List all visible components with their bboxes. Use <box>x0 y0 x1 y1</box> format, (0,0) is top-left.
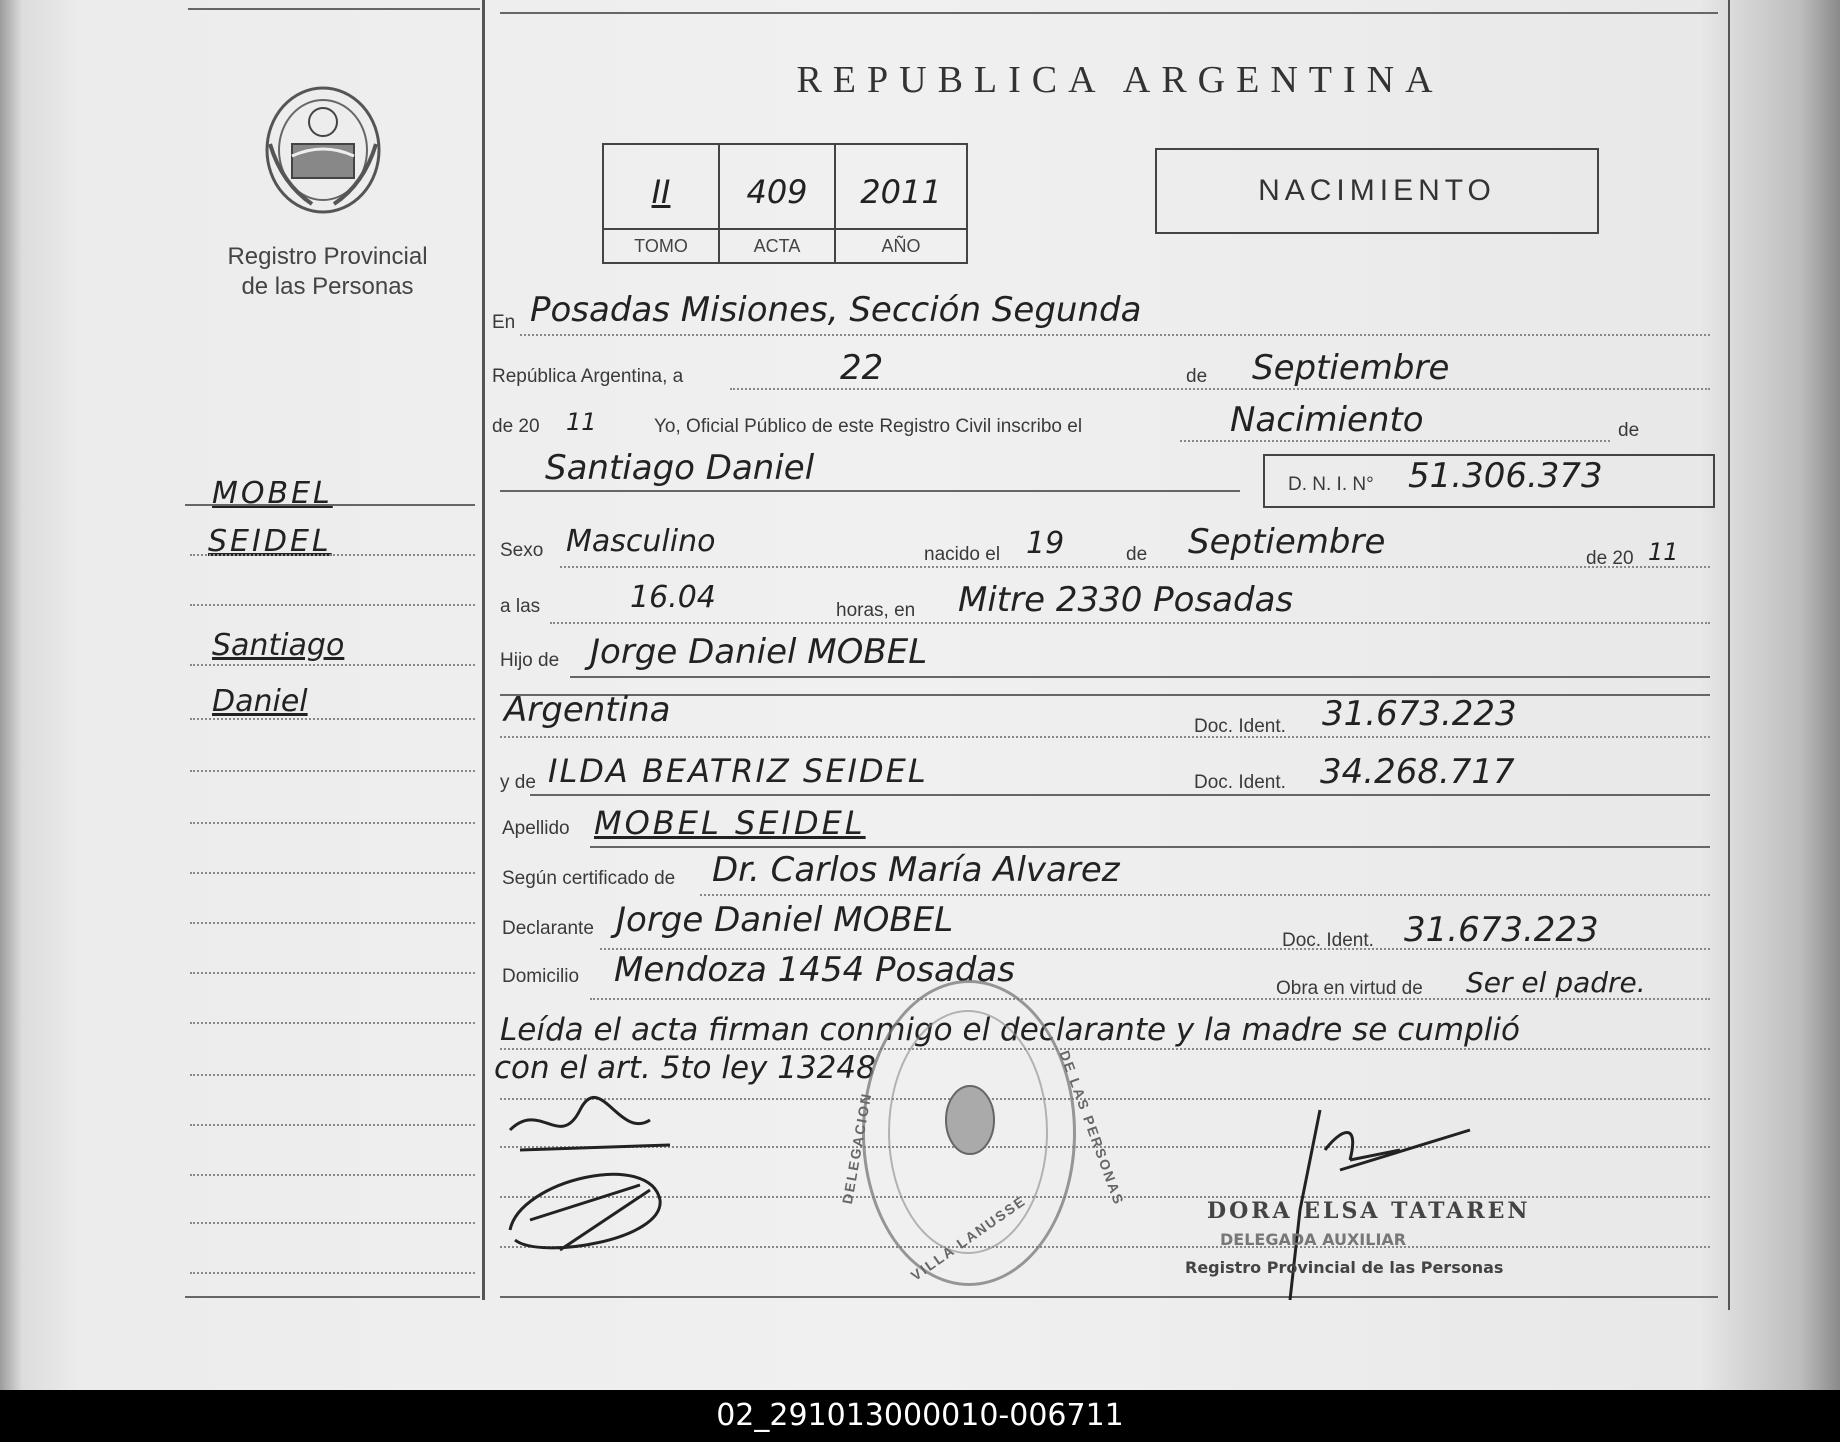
label-declarante: Declarante <box>502 918 594 939</box>
acta-cell <box>720 145 836 228</box>
registry-line-2: de las Personas <box>241 273 414 300</box>
label-doc-ident-3: Doc. Ident. <box>1282 930 1374 951</box>
acta-label: ACTA <box>720 228 836 262</box>
margin-line <box>190 664 475 666</box>
value-year-suffix: 11 <box>566 408 597 436</box>
value-note-line-2: con el art. 5to ley 13248 <box>494 1050 876 1086</box>
seal-text-right: DE LAS PERSONAS <box>1056 1048 1128 1208</box>
form-bottom-line <box>500 1296 1718 1298</box>
value-capacity: Ser el padre. <box>1466 966 1646 999</box>
form-line <box>500 490 1240 492</box>
label-apellido: Apellido <box>502 818 570 839</box>
country-title: REPUBLICA ARGENTINA <box>796 59 1444 101</box>
document-type: NACIMIENTO <box>1258 174 1496 207</box>
margin-line <box>190 770 475 772</box>
label-segun: Según certificado de <box>502 868 676 889</box>
value-sex: Masculino <box>566 524 716 559</box>
value-time: 16.04 <box>630 580 716 615</box>
registry-line-1: Registro Provincial <box>227 243 428 270</box>
form-line <box>500 694 1710 696</box>
label-de-end: de <box>1618 420 1640 441</box>
form-line <box>1180 440 1610 442</box>
declarant-signature <box>500 1090 690 1270</box>
value-month: Septiembre <box>1252 348 1450 388</box>
anio-value: 2011 <box>860 173 942 211</box>
form-line <box>500 736 1710 738</box>
anio-label: AÑO <box>836 228 966 262</box>
official-title: DELEGADA AUXILIAR <box>1220 1230 1407 1249</box>
margin-line <box>190 554 475 556</box>
seal-text-left: DELEGACION <box>838 1090 875 1206</box>
form-line <box>520 334 1710 336</box>
value-declarant-doc: 31.673.223 <box>1404 910 1599 950</box>
label-de20: de 20 <box>492 416 540 437</box>
margin-bottom-line <box>185 1296 480 1298</box>
label-de: de <box>1186 366 1208 387</box>
acta-value: 409 <box>746 173 808 211</box>
official-registry: Registro Provincial de las Personas <box>1185 1258 1504 1277</box>
margin-line <box>190 872 475 874</box>
value-father-nationality: Argentina <box>504 690 671 730</box>
label-sexo: Sexo <box>500 540 544 561</box>
value-certificate: Dr. Carlos María Alvarez <box>712 850 1120 890</box>
label-doc-ident-2: Doc. Ident. <box>1194 772 1286 793</box>
value-birth-day: 19 <box>1026 526 1065 561</box>
form-line <box>530 794 1710 796</box>
form-line <box>570 676 1710 678</box>
margin-line <box>190 972 475 974</box>
margin-given-1: Santiago <box>212 628 345 663</box>
label-hijo-de: Hijo de <box>500 650 560 671</box>
label-de20-b: de 20 <box>1586 548 1634 569</box>
label-horas-en: horas, en <box>836 600 916 621</box>
value-surname: MOBEL SEIDEL <box>594 804 866 842</box>
anio-cell <box>836 145 966 228</box>
label-domicilio: Domicilio <box>502 966 580 987</box>
value-name: Santiago Daniel <box>545 448 815 488</box>
document-type-box <box>1155 148 1599 234</box>
right-border-line <box>1728 0 1730 1310</box>
value-father: Jorge Daniel MOBEL <box>590 632 928 672</box>
value-birth-place: Mitre 2330 Posadas <box>958 580 1294 620</box>
tomo-value: II <box>651 173 671 211</box>
top-border-line <box>500 12 1718 14</box>
form-line <box>700 894 1710 896</box>
label-nacido: nacido el <box>924 544 1001 565</box>
top-margin-line <box>188 8 480 10</box>
margin-line <box>185 504 475 506</box>
seal-text-bottom: VILLA LANUSSE <box>907 1192 1029 1284</box>
form-line <box>560 566 1710 568</box>
value-mother-doc: 34.268.717 <box>1320 752 1515 792</box>
value-day: 22 <box>840 348 884 388</box>
value-birth-year: 11 <box>1648 538 1679 566</box>
label-dni: D. N. I. N° <box>1288 474 1374 495</box>
label-doc-ident: Doc. Ident. <box>1194 716 1286 737</box>
label-yo-oficial: Yo, Oficial Público de este Registro Civil inscribo el <box>654 416 1083 437</box>
value-event: Nacimiento <box>1230 400 1424 440</box>
value-dni: 51.306.373 <box>1408 456 1603 496</box>
value-birth-month: Septiembre <box>1188 522 1386 562</box>
margin-line <box>190 922 475 924</box>
value-declarant: Jorge Daniel MOBEL <box>616 900 954 940</box>
record-number-box <box>602 143 968 264</box>
form-line <box>550 622 1710 624</box>
margin-line <box>190 822 475 824</box>
value-address: Mendoza 1454 Posadas <box>614 950 1015 990</box>
image-id-bar <box>0 1390 1840 1442</box>
tomo-cell <box>604 145 720 228</box>
tomo-label: TOMO <box>604 228 720 262</box>
margin-line <box>190 1074 475 1076</box>
label-de-2: de <box>1126 544 1148 565</box>
seal-emblem-icon <box>940 1080 1000 1160</box>
margin-divider-line <box>482 0 485 1300</box>
label-en: En <box>492 312 516 333</box>
margin-line <box>190 604 475 606</box>
margin-line <box>190 1272 475 1274</box>
margin-line <box>190 718 475 720</box>
label-a-las: a las <box>500 596 541 617</box>
official-name: DORA ELSA TATAREN <box>1207 1198 1531 1224</box>
registry-name <box>190 242 465 302</box>
value-mother: ILDA BEATRIZ SEIDEL <box>548 752 928 790</box>
label-y-de: y de <box>500 772 536 793</box>
margin-line <box>190 1222 475 1224</box>
margin-given-2: Daniel <box>212 684 308 719</box>
margin-line <box>190 1022 475 1024</box>
value-note-line-1: Leída el acta firman conmigo el declarante y la madre se cumplió <box>500 1012 1520 1048</box>
label-obra: Obra en virtud de <box>1276 978 1423 999</box>
margin-line <box>190 1124 475 1126</box>
form-line <box>730 388 1710 390</box>
label-republica: República Argentina, a <box>492 366 684 387</box>
value-place: Posadas Misiones, Sección Segunda <box>530 290 1142 330</box>
provincial-emblem-icon <box>262 84 384 216</box>
form-line <box>590 846 1710 848</box>
margin-surname-2: SEIDEL <box>208 524 332 559</box>
image-id: 02_291013000010-006711 <box>716 1398 1124 1433</box>
value-father-doc: 31.673.223 <box>1322 694 1517 734</box>
form-line <box>590 998 1710 1000</box>
margin-line <box>190 1174 475 1176</box>
margin-surname-1: MOBEL <box>212 476 333 511</box>
